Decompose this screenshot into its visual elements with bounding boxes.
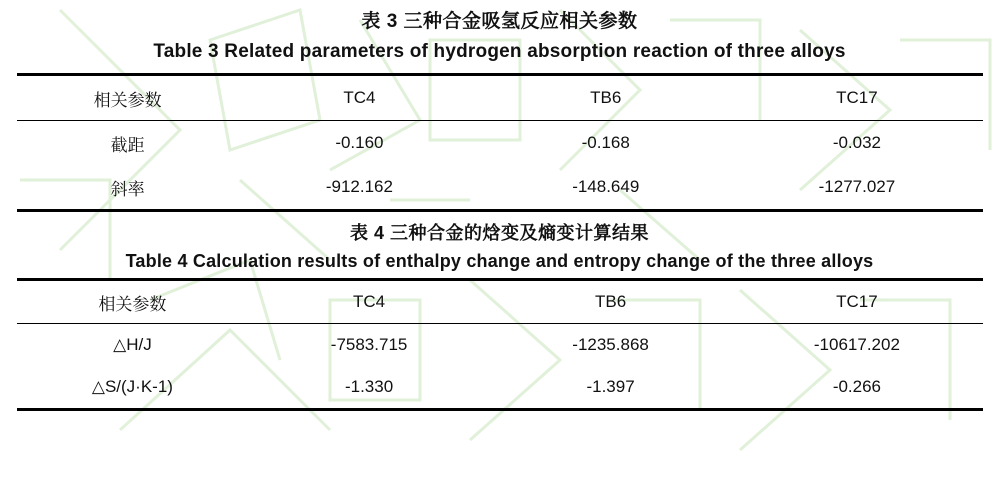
- table-4: [17, 278, 983, 411]
- table-4-header-row: [17, 280, 983, 324]
- table-4-col-header-3: TC17: [731, 280, 982, 324]
- table-3-col-header-0: 相关参数: [17, 75, 239, 121]
- table-row: [17, 324, 983, 367]
- table-3-row-0-value-2: -0.032: [731, 121, 982, 166]
- table-4-col-header-2: TB6: [490, 280, 732, 324]
- table-3-row-0-value-1: -0.168: [480, 121, 731, 166]
- table-3-title-cn: 表 3 三种合金吸氢反应相关参数: [361, 11, 638, 32]
- table-row: [17, 366, 983, 410]
- table-4-col-header-1: TC4: [248, 280, 490, 324]
- table-4-row-1-value-0: -1.330: [248, 366, 490, 410]
- table-3-title-en: Table 3 Related parameters of hydrogen absorption reaction of three alloys: [153, 41, 846, 62]
- table-3-row-1-value-1: -148.649: [480, 165, 731, 211]
- table-4-row-0-value-1: -1235.868: [490, 324, 732, 367]
- table-4-row-1-label: △S/(J·K-1): [17, 366, 249, 410]
- table-3-header-row: [17, 75, 983, 121]
- table-3-col-header-2: TB6: [480, 75, 731, 121]
- table-4-col-header-0: 相关参数: [17, 280, 249, 324]
- table-4-row-1-value-1: -1.397: [490, 366, 732, 410]
- table-3-row-1-value-2: -1277.027: [731, 165, 982, 211]
- table-3-row-1-value-0: -912.162: [239, 165, 481, 211]
- table-3-col-header-3: TC17: [731, 75, 982, 121]
- table-row: [17, 121, 983, 166]
- table-4-row-0-label: △H/J: [17, 324, 249, 367]
- table-3-col-header-1: TC4: [239, 75, 481, 121]
- table-3-block: [0, 0, 999, 212]
- table-4-row-0-value-2: -10617.202: [731, 324, 982, 367]
- table-4-block: [0, 214, 999, 411]
- table-4-row-0-value-0: -7583.715: [248, 324, 490, 367]
- table-3-row-0-value-0: -0.160: [239, 121, 481, 166]
- table-3-row-1-label: 斜率: [17, 165, 239, 211]
- table-3-row-0-label: 截距: [17, 121, 239, 166]
- table-row: [17, 165, 983, 211]
- table-4-row-1-value-2: -0.266: [731, 366, 982, 410]
- table-4-title-cn: 表 4 三种合金的焓变及熵变计算结果: [349, 223, 649, 243]
- table-4-title-en: Table 4 Calculation results of enthalpy change and entropy change of the three alloys: [125, 251, 874, 271]
- table-3: [17, 73, 983, 212]
